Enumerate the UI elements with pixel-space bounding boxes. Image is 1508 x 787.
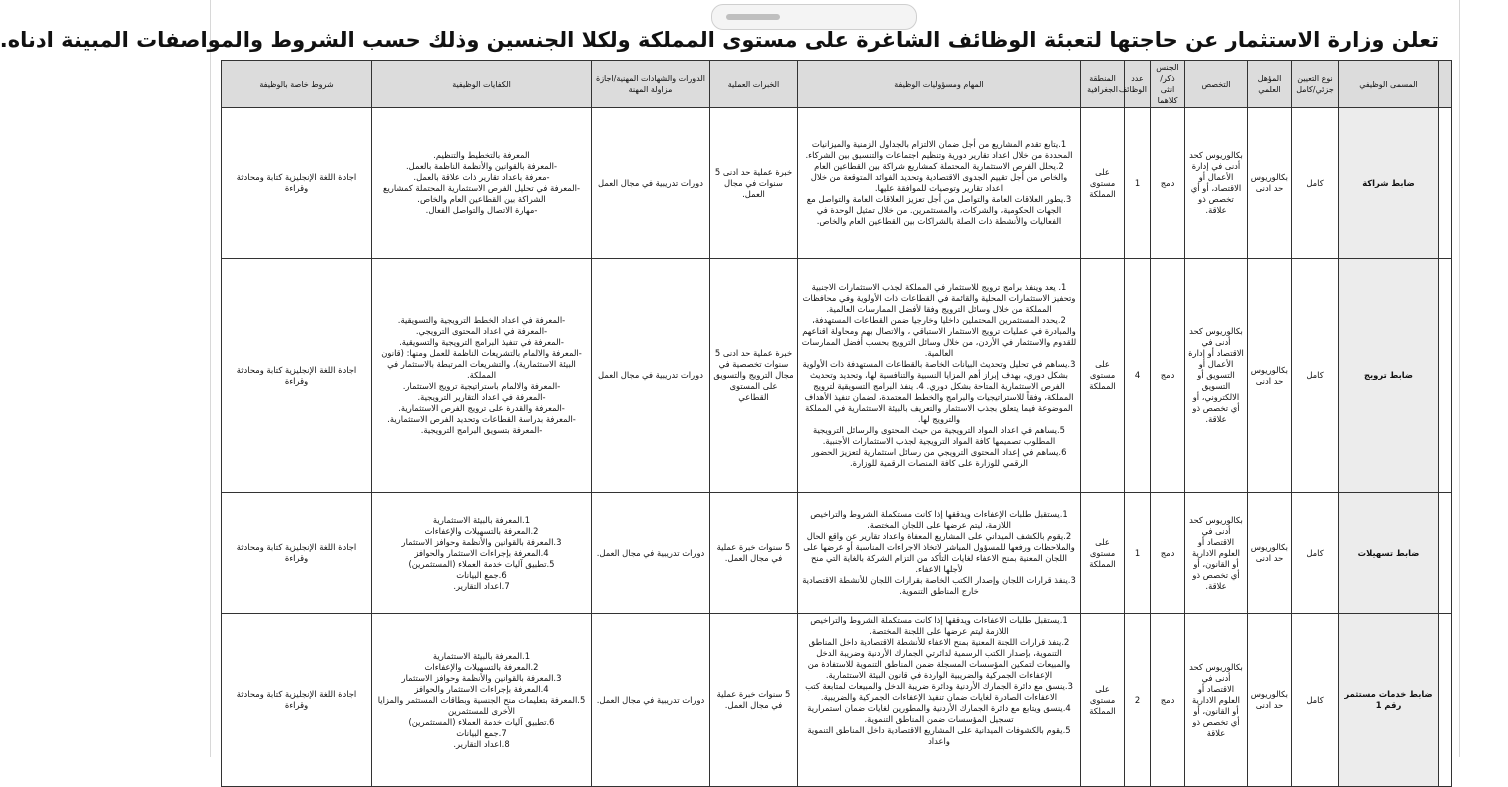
competency-line: 8.اعداد التقارير. <box>453 738 510 749</box>
appointment-type-cell: كامل <box>1292 614 1339 787</box>
gender-cell: دمج <box>1151 493 1185 614</box>
competency-line: -المعرفة والالمام بالتشريعات الناظمة للعمل ومنها: (قانون البيئة الاستثمارية)، والتشريعات المرتبطة بالاستثمار في المملكة. <box>381 348 582 380</box>
qualification-cell: بكالوريوس حد ادنى <box>1248 614 1292 787</box>
competency-line: -المعرفة في تحليل الفرص الاستثمارية المحتملة كمشاريع الشراكة بين القطاعين العام والخاص. <box>383 183 580 204</box>
qualification-cell: بكالوريوس حد ادنى <box>1248 259 1292 493</box>
specialization-cell: بكالوريوس كحد أدنى في الاقتصاد أو العلوم الادارية أو القانون، أو أي تخصص ذو علاقة. <box>1185 493 1248 614</box>
table-header-row <box>222 61 1452 108</box>
appointment-type-cell: كامل <box>1292 259 1339 493</box>
table-row <box>222 259 1452 493</box>
task-line: 1.يتابع تقدم المشاريع من أجل ضمان الالتزام بالجداول الزمنية والميزانيات المحددة من خلال اعداد تقارير دورية وتنظيم اجتماعات والتنسيق بين الشركاء. <box>805 139 1073 160</box>
experience-cell: خبرة عملية حد ادنى 5 سنوات تخصصية في مجال الترويج والتسويق على المستوى القطاعي <box>710 259 798 493</box>
task-line: 1.يستقبل طلبات الاعفاءات ويدققها إذا كانت مستكملة الشروط والتراخيص اللازمة ليتم عرضها على اللجنة المختصة. <box>810 615 1068 636</box>
table-row <box>222 493 1452 614</box>
competency-line: 3.المعرفة بالقوانين والأنظمة وحوافز الاستثمار <box>401 536 562 547</box>
gender-cell: دمج <box>1151 108 1185 259</box>
competency-line: 2.المعرفة بالتسهيلات والإعفاءات <box>424 661 539 672</box>
vacancies-cell: 1 <box>1125 108 1151 259</box>
region-cell: على مستوى المملكة <box>1081 259 1125 493</box>
appointment-type-cell: كامل <box>1292 493 1339 614</box>
competency-line: 1.المعرفة بالبيئة الاستثمارية <box>432 514 531 525</box>
header-tasks: المهام ومسؤوليات الوظيفة <box>798 61 1081 108</box>
header-job-title: المسمى الوظيفي <box>1339 61 1439 108</box>
table-row <box>222 614 1452 787</box>
courses-cell: دورات تدريبية في مجال العمل <box>592 108 710 259</box>
vacancies-cell: 2 <box>1125 614 1151 787</box>
table-row <box>222 108 1452 259</box>
page-title: تعلن وزارة الاستثمار عن حاجتها لتعبئة الوظائف الشاغرة على مستوى المملكة ولكلا الجنسين وذلك حسب الشروط والمواصفات المبينة ادناه. <box>0 28 1439 52</box>
row-blank-cell <box>1439 259 1452 493</box>
competency-line: -المعرفة في اعداد المحتوى الترويجي. <box>415 326 548 336</box>
competency-line: 7.اعداد التقارير. <box>453 580 510 591</box>
specialization-cell: بكالوريوس كحد أدنى في الاقتصاد أو العلوم الادارية أو القانون، أو أي تخصص ذو علاقة <box>1185 614 1248 787</box>
gender-cell: دمج <box>1151 614 1185 787</box>
vacancies-cell: 4 <box>1125 259 1151 493</box>
experience-cell: 5 سنوات خبرة عملية في مجال العمل. <box>710 493 798 614</box>
task-line: 1.يستقبل طلبات الإعفاءات ويدققها إذا كانت مستكملة الشروط والتراخيص اللازمة، ليتم عرضها على اللجان المختصة. <box>810 509 1068 530</box>
header-qualification: المؤهل العلمي <box>1248 61 1292 108</box>
region-cell: على مستوى المملكة <box>1081 614 1125 787</box>
tasks-cell <box>798 614 1081 787</box>
competency-line: 7.جمع البيانات <box>456 727 507 738</box>
task-line: 3.ينسق مع دائرة الجمارك الأردنية ودائرة ضريبة الدخل والمبيعات لمتابعة كتب الاعفاءات الصادرة لغايات ضمان تنفيذ الإعفاءات الجمركية والضريبية. <box>805 681 1073 702</box>
competency-line: -مهارة الاتصال والتواصل الفعال. <box>425 205 538 215</box>
courses-cell: دورات تدريبية في مجال العمل <box>592 259 710 493</box>
competency-line: 2.المعرفة بالتسهيلات والإعفاءات <box>424 525 539 536</box>
header-courses: الدورات والشهادات المهنية/اجازة مزاولة المهنة <box>592 61 710 108</box>
job-title-cell: ضابط خدمات مستثمر رقم 1 <box>1339 614 1439 787</box>
experience-cell: خبرة عملية حد ادنى 5 سنوات في مجال العمل. <box>710 108 798 259</box>
competency-line: -المعرفة في اعداد التقارير الترويجية. <box>417 392 546 402</box>
task-line: 5.يقوم بالكشوفات الميدانية على المشاريع الاقتصادية داخل المناطق التنموية واعداد <box>807 725 1071 746</box>
competencies-cell <box>372 259 592 493</box>
competency-line: 5.تطبيق آليات خدمة العملاء (المستثمرين) <box>408 558 555 569</box>
specialization-cell: بكالوريوس كحد أدنى في الاقتصاد أو إدارة الأعمال أو التسويق أو التسويق الالكتروني، أو أي تخصص ذو علاقة. <box>1185 259 1248 493</box>
region-cell: على مستوى المملكة <box>1081 108 1125 259</box>
job-title-cell: ضابط ترويج <box>1339 259 1439 493</box>
experience-cell: 5 سنوات خبرة عملية في مجال العمل. <box>710 614 798 787</box>
task-line: 2.يحدد المستثمرين المحتملين داخليا وخارجيا ضمن القطاعات المستهدفة، والمبادرة في عمليات ترويج الاستثمار الاستباقي ، والاتصال بهم ومحاولة اقناعهم للقدوم والاستثمار في الأردن، من خلال وسائل الترويج بحسب أفضل الممارسات العالمية. <box>801 315 1077 358</box>
row-blank-cell <box>1439 493 1452 614</box>
special-conditions-cell: اجادة اللغة الإنجليزية كتابة ومحادثة وقراءة <box>222 108 372 259</box>
special-conditions-cell: اجادة اللغة الإنجليزية كتابة ومحادثة وقراءة <box>222 614 372 787</box>
task-line: 5.يساهم في اعداد المواد الترويجية من حيث المحتوى والرسائل الترويجية المطلوب تصميمها كافة المواد الترويجية لجذب الاستثمارات الأجنبية. <box>813 425 1065 446</box>
header-experience: الخبرات العملية <box>710 61 798 108</box>
job-title-cell: ضابط شراكة <box>1339 108 1439 259</box>
header-vacancies: عدد الوظائف <box>1125 61 1151 108</box>
competency-line: المعرفة بالتخطيط والتنظيم. <box>433 150 530 160</box>
competency-line: -معرفة باعداد تقارير ذات علاقة بالعمل. <box>413 172 550 182</box>
region-cell: على مستوى المملكة <box>1081 493 1125 614</box>
scroll-indicator-thumb[interactable] <box>726 14 780 20</box>
competency-line: -المعرفة والالمام باستراتيجية ترويج الاستثمار. <box>402 381 561 391</box>
competency-line: 4.المعرفة بإجراءات الاستثمار والحوافز <box>414 547 549 558</box>
vacancies-table <box>221 60 1452 787</box>
competency-line: -المعرفة بتسويق البرامج الترويجية. <box>420 425 543 435</box>
vacancies-cell: 1 <box>1125 493 1151 614</box>
gender-cell: دمج <box>1151 259 1185 493</box>
tasks-cell <box>798 259 1081 493</box>
competency-line: -المعرفة بدراسة القطاعات وتحديد الفرص الاستثمارية. <box>387 414 576 424</box>
task-line: 4.ينسق ويتابع مع دائرة الجمارك الأردنية والمطورين لغايات ضمان استمرارية تسجيل المؤسسات ضمن المناطق التنموية. <box>807 703 1071 724</box>
appointment-type-cell: كامل <box>1292 108 1339 259</box>
task-line: 3.يطور العلاقات العامة والتواصل من أجل تعزيز العلاقات العامة والتواصل مع الجهات الحكومية، والشركات، والمستثمرين. من خلال تمثيل الوحدة في الفعاليات والأنشطة ذات الصلة بالشراكات بين القطاعين العام والخاص. <box>806 194 1072 226</box>
task-line: 6.يساهم في إعداد المحتوى الترويجي من رسائل استثمارية لتعزيز الحضور الرقمي للوزارة على كافة المنصات الرقمية للوزارة. <box>811 447 1067 468</box>
task-line: 1. يعد وينفذ برامج ترويج للاستثمار في المملكة لجذب الاستثمارات الاجنبية وتحفيز الاستثمارات المحلية والقائمة في القطاعات ذات الأولوية وفي محافظات المملكة من خلال وسائل الترويج وفقا لأفضل الممارسات العالمية. <box>802 282 1076 314</box>
competency-line: -المعرفة في اعداد الخطط الترويجية والتسويقية. <box>397 315 566 325</box>
row-blank-cell <box>1439 614 1452 787</box>
task-line: 2.يحلل الفرص الاستثمارية المحتملة كمشاريع شراكة بين القطاعين العام والخاص من أجل تقييم الجدوى الاقتصادية وتحديد الفوائد المتوقعة من خلال اعداد تقارير وتوصيات للموافقة عليها. <box>810 161 1068 193</box>
header-special: شروط خاصة بالوظيفة <box>222 61 372 108</box>
competencies-cell <box>372 108 592 259</box>
competency-line: 3.المعرفة بالقوانين والأنظمة وحوافز الاستثمار <box>401 672 562 683</box>
tasks-cell <box>798 493 1081 614</box>
task-line: 3.ينفذ قرارات اللجان وإصدار الكتب الخاصة بقرارات اللجان للأنشطة الاقتصادية خارج المناطق التنموية. <box>802 575 1076 596</box>
task-line: 2.ينفذ قرارات اللجنة المعنية بمنح الاعفاء للأنشطة الاقتصادية داخل المناطق التنموية، بإصدار الكتب الرسمية لدائرتي الجمارك الأردنية وضريبة الدخل والمبيعات لتمكين المؤسسات المسجلة ضمن المناطق التنموية للاستفادة من الإعفاءات الجمركية والضريبية الواردة في قانون البيئة الاستثمارية. <box>807 637 1071 680</box>
competency-line: -المعرفة في تنفيذ البرامج الترويجية والتسويقية. <box>399 337 564 347</box>
courses-cell: دورات تدريبية في مجال العمل. <box>592 493 710 614</box>
courses-cell: دورات تدريبية في مجال العمل. <box>592 614 710 787</box>
competency-line: -المعرفة بالقوانين والأنظمة الناظمة بالعمل. <box>405 161 558 171</box>
header-specialization: التخصص <box>1185 61 1248 108</box>
special-conditions-cell: اجادة اللغة الإنجليزية كتابة ومحادثة وقراءة <box>222 259 372 493</box>
tasks-cell <box>798 108 1081 259</box>
competency-line: -المعرفة والقدرة على ترويج الفرص الاستثمارية. <box>398 403 565 413</box>
qualification-cell: بكالوريوس حد ادنى <box>1248 493 1292 614</box>
competency-line: 6.جمع البيانات <box>456 569 507 580</box>
header-blank <box>1439 61 1452 108</box>
task-line: 2.يقوم بالكشف الميداني على المشاريع المعفاة واعداد تقارير عن واقع الحال والملاحظات ورفعها للمسؤول المباشر لاتخاذ الاجراءات المناسبة أو عرضها على اللجان المعنية بمنح الاعفاء لغايات التأكد من التزام الشركة بالغاية التي منح لأجلها الاعفاء. <box>803 531 1075 574</box>
header-appointment-type: نوع التعيين جزئي/كامل <box>1292 61 1339 108</box>
competencies-cell <box>372 493 592 614</box>
header-competencies: الكفايات الوظيفية <box>372 61 592 108</box>
specialization-cell: بكالوريوس كحد أدنى في إدارة الأعمال أو الاقتصاد، أو أي تخصص ذو علاقة. <box>1185 108 1248 259</box>
competency-line: 5.المعرفة بتعليمات منح الجنسية وبطاقات المستثمر والمزايا الأخرى للمستثمرين <box>377 694 586 716</box>
row-blank-cell <box>1439 108 1452 259</box>
competency-line: 6.تطبيق آليات خدمة العملاء (المستثمرين) <box>408 716 555 727</box>
job-title-cell: ضابط تسهيلات <box>1339 493 1439 614</box>
competency-line: 4.المعرفة بإجراءات الاستثمار والحوافز <box>414 683 549 694</box>
header-gender: الجنس ذكر/انثى كلاهما <box>1151 61 1185 108</box>
competency-line: 1.المعرفة بالبيئة الاستثمارية <box>432 650 531 661</box>
qualification-cell: بكالوريوس حد ادنى <box>1248 108 1292 259</box>
special-conditions-cell: اجادة اللغة الإنجليزية كتابة ومحادثة وقراءة <box>222 493 372 614</box>
competencies-cell <box>372 614 592 787</box>
header-region: المنطقة الجغرافية <box>1081 61 1125 108</box>
task-line: 3.يساهم في تحليل وتحديث البيانات الخاصة بالقطاعات المستهدفة ذات الأولوية بشكل دوري، بهدف إبراز أهم المزايا النسبية والتنافسية لها، وتحديد وتحديث الفرص الاستثمارية المتاحة بشكل دوري. 4. ينفذ البرامج التسويقية لترويج المملكة، وفقاً للاستراتيجيات والبرامج والخطط المعتمدة، لضمان تنفيذ الأهداف الموضوعة فيما يتعلق بجذب الاستثمار والتعريف بالبيئة الاستثمارية في المملكة والترويج لها. <box>802 359 1076 424</box>
